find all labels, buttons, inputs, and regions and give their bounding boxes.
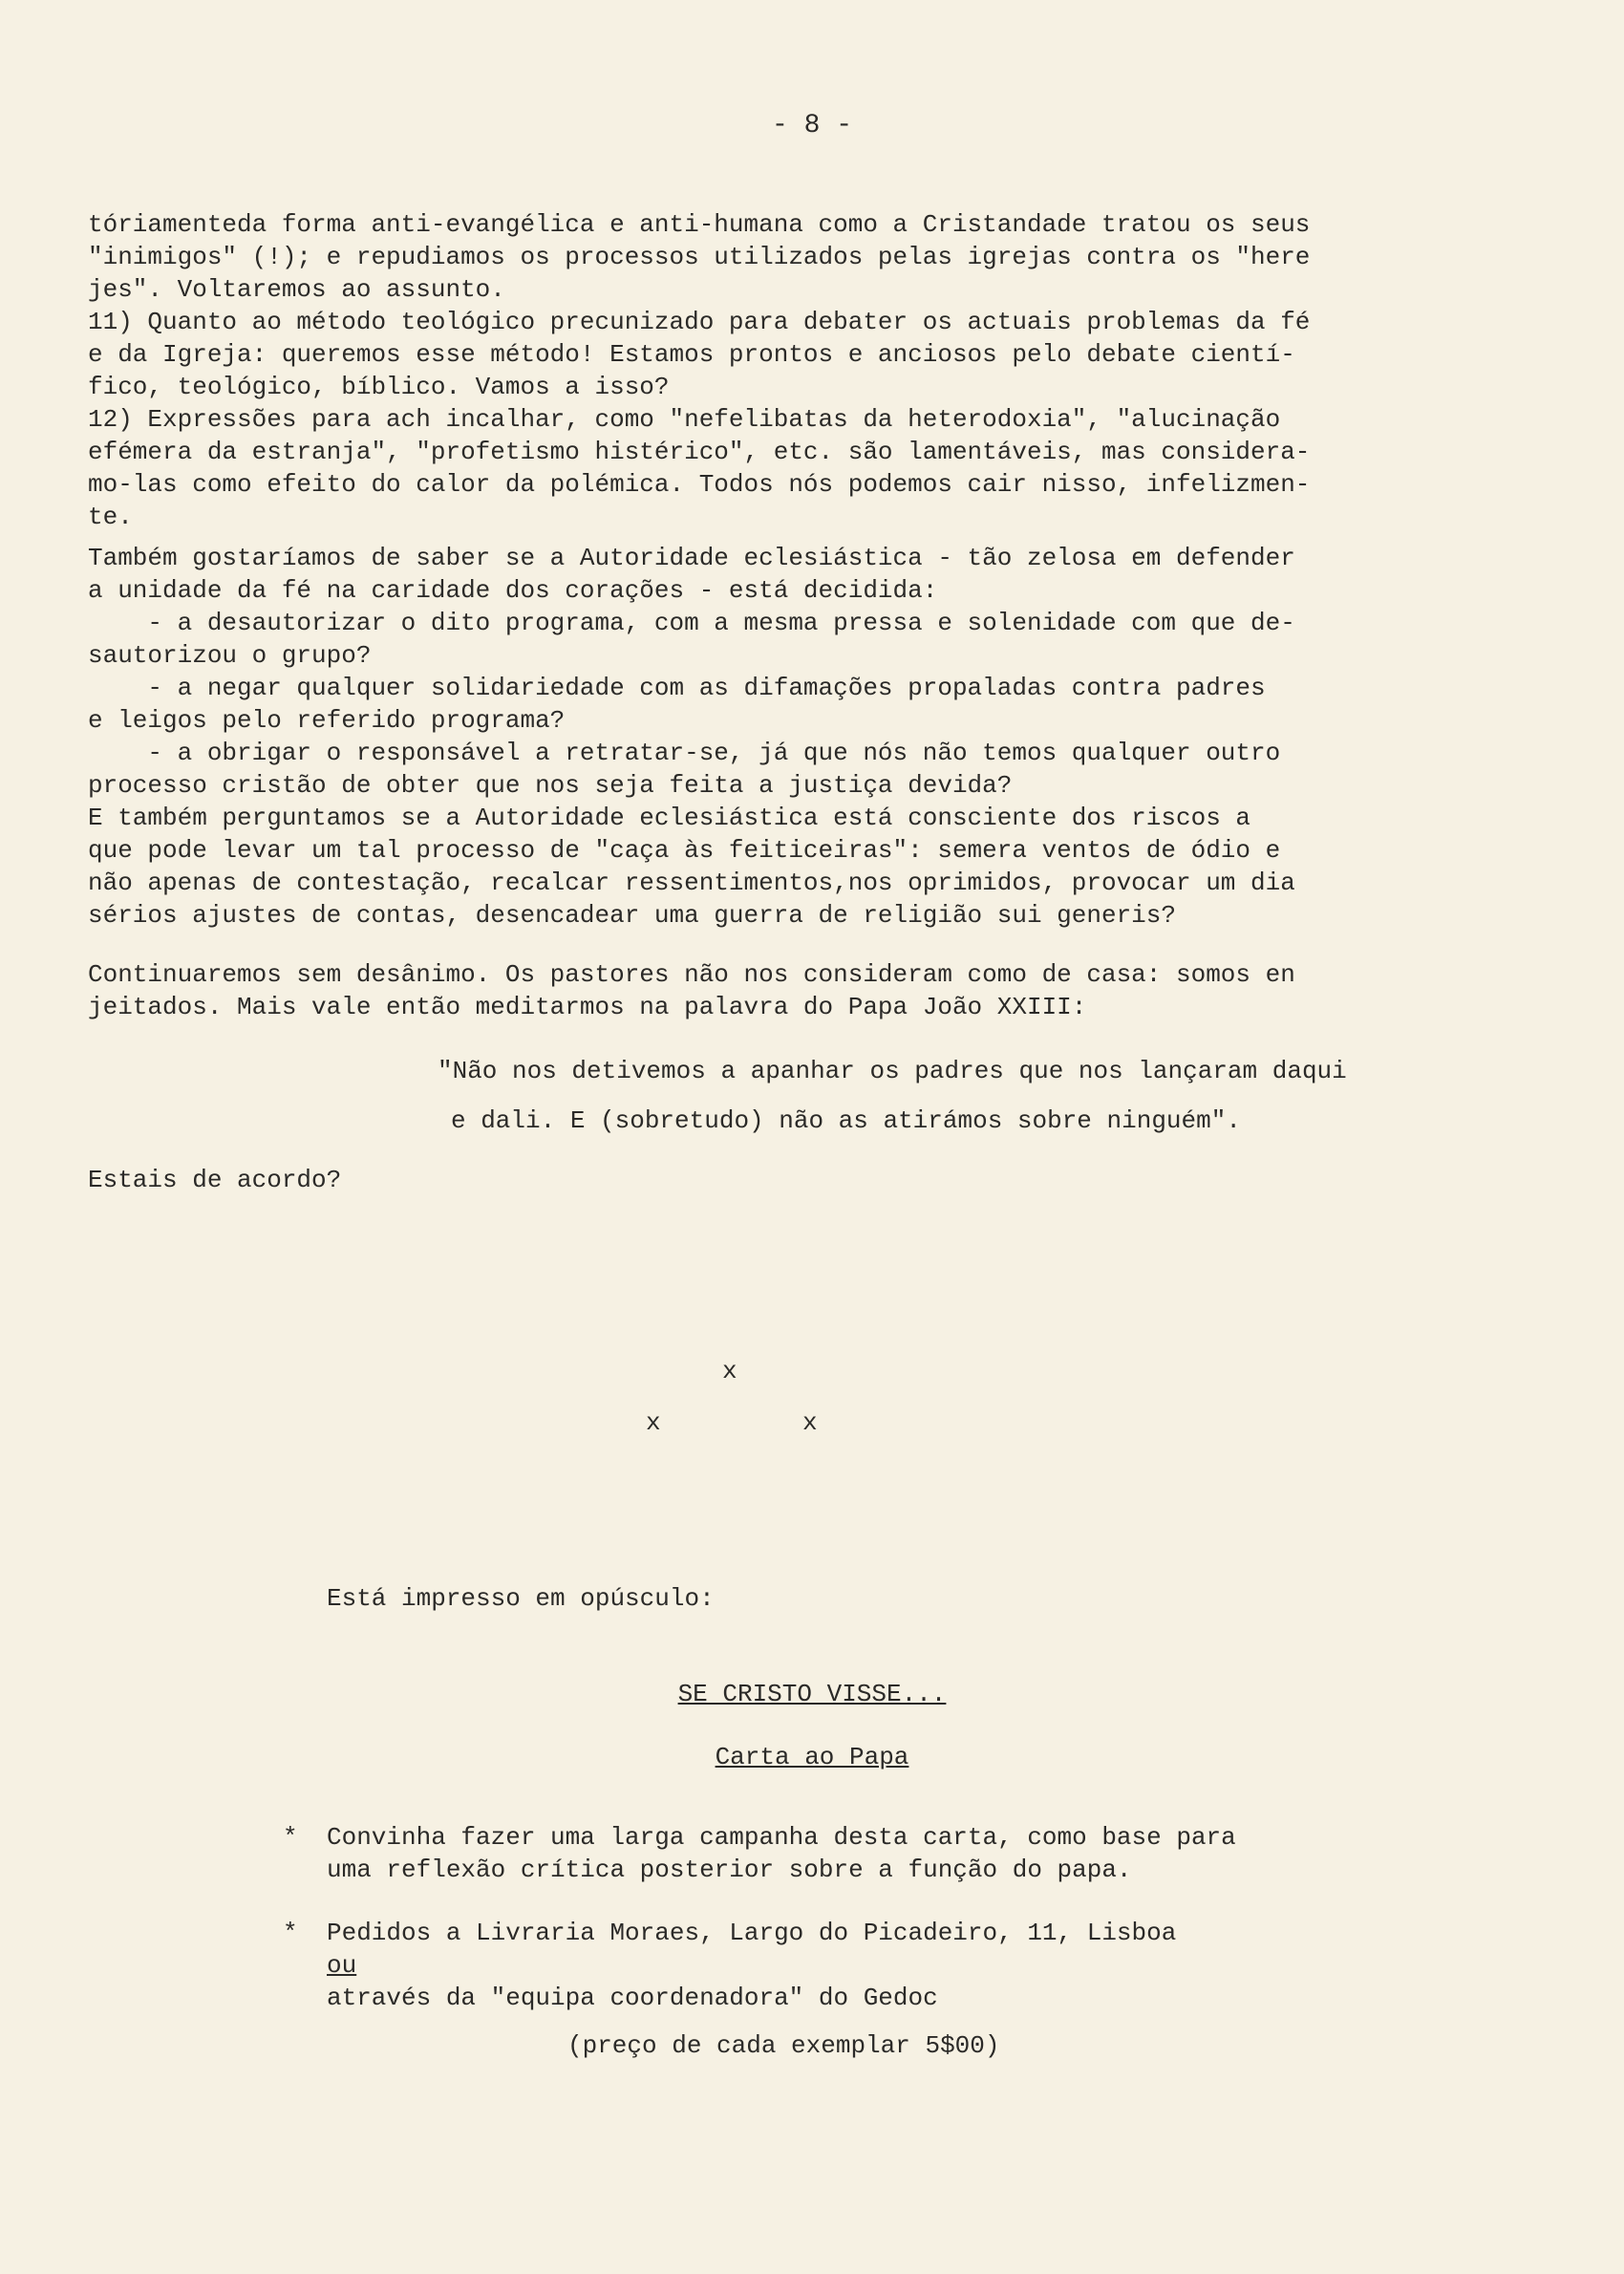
body-line: tóriamenteda forma anti-evangélica e anti-humana como a Cristandade tratou os seus xyxy=(88,210,1311,239)
note-line xyxy=(327,1949,356,1982)
booklet-subtitle xyxy=(0,1741,1624,1773)
body-line: - a negar qualquer solidariedade com as difamações propaladas contra padres xyxy=(88,674,1266,702)
body-line: que pode levar um tal processo de "caça às feiticeiras": semera ventos de ódio e xyxy=(88,836,1281,865)
body-line: 11) Quanto ao método teológico precunizado para debater os actuais problemas da fé xyxy=(88,308,1311,336)
body-line: sérios ajustes de contas, desencadear uma guerra de religião sui generis? xyxy=(88,901,1176,930)
body-line: Continuaremos sem desânimo. Os pastores não nos consideram como de casa: somos en xyxy=(88,960,1295,989)
booklet-subtitle-text: Carta ao Papa xyxy=(715,1743,909,1771)
body-line: 12) Expressões para ach incalhar, como "nefelibatas da heterodoxia", "alucinação xyxy=(88,405,1281,434)
body-line: - a obrigar o responsável a retratar-se, já que nós não temos qualquer outro xyxy=(88,739,1281,767)
separator-mark: x xyxy=(722,1357,737,1385)
body-line: mo-las como efeito do calor da polémica. Todos nós podemos cair nisso, infelizmen- xyxy=(88,470,1311,499)
body-line: jes". Voltaremos ao assunto. xyxy=(88,275,505,304)
body-line: fico, teológico, bíblico. Vamos a isso? xyxy=(88,373,670,401)
separator-mark: x xyxy=(646,1408,661,1437)
body-line: processo cristão de obter que nos seja feita a justiça devida? xyxy=(88,771,1013,800)
booklet-title xyxy=(0,1678,1624,1710)
body-line: jeitados. Mais vale então meditarmos na palavra do Papa João XXIII: xyxy=(88,993,1087,1021)
note-line: uma reflexão crítica posterior sobre a função do papa. xyxy=(327,1856,1132,1884)
body-line: te. xyxy=(88,503,133,531)
body-line: e da Igreja: queremos esse método! Estamos prontos e anciosos pelo debate cientí- xyxy=(88,340,1295,369)
body-line: a unidade da fé na caridade dos corações - está decidida: xyxy=(88,576,938,605)
body-line: "inimigos" (!); e repudiamos os processos utilizados pelas igrejas contra os "here xyxy=(88,243,1311,271)
note-or-text: ou xyxy=(327,1951,357,1980)
note-bullet: * xyxy=(283,1823,298,1852)
body-line: sautorizou o grupo? xyxy=(88,641,372,670)
body-line: e leigos pelo referido programa? xyxy=(88,706,566,735)
separator-mark: x xyxy=(802,1408,818,1437)
page-number: - 8 - xyxy=(771,111,852,140)
body-line: não apenas de contestação, recalcar ressentimentos,nos oprimidos, provocar um dia xyxy=(88,869,1295,897)
note-line: Convinha fazer uma larga campanha desta carta, como base para xyxy=(327,1823,1236,1852)
booklet-title-text: SE CRISTO VISSE... xyxy=(677,1680,947,1708)
body-line: E também perguntamos se a Autoridade eclesiástica está consciente dos riscos a xyxy=(88,804,1250,832)
printed-notice: Está impresso em opúsculo: xyxy=(327,1584,715,1613)
quote-line: e dali. E (sobretudo) não as atirámos sobre ninguém". xyxy=(451,1106,1241,1135)
note-bullet: * xyxy=(283,1919,298,1947)
body-line: Também gostaríamos de saber se a Autoridade eclesiástica - tão zelosa em defender xyxy=(88,544,1295,572)
body-line: - a desautorizar o dito programa, com a mesma pressa e solenidade com que de- xyxy=(88,609,1295,637)
closing-question: Estais de acordo? xyxy=(88,1166,342,1194)
quote-line: "Não nos detivemos a apanhar os padres que nos lançaram daqui xyxy=(438,1057,1347,1085)
price-line: (preço de cada exemplar 5$00) xyxy=(567,2031,1000,2060)
note-line: Pedidos a Livraria Moraes, Largo do Picadeiro, 11, Lisboa xyxy=(327,1919,1177,1947)
body-line: efémera da estranja", "profetismo histérico", etc. são lamentáveis, mas considera- xyxy=(88,438,1311,466)
note-line: através da "equipa coordenadora" do Gedoc xyxy=(327,1984,938,2012)
